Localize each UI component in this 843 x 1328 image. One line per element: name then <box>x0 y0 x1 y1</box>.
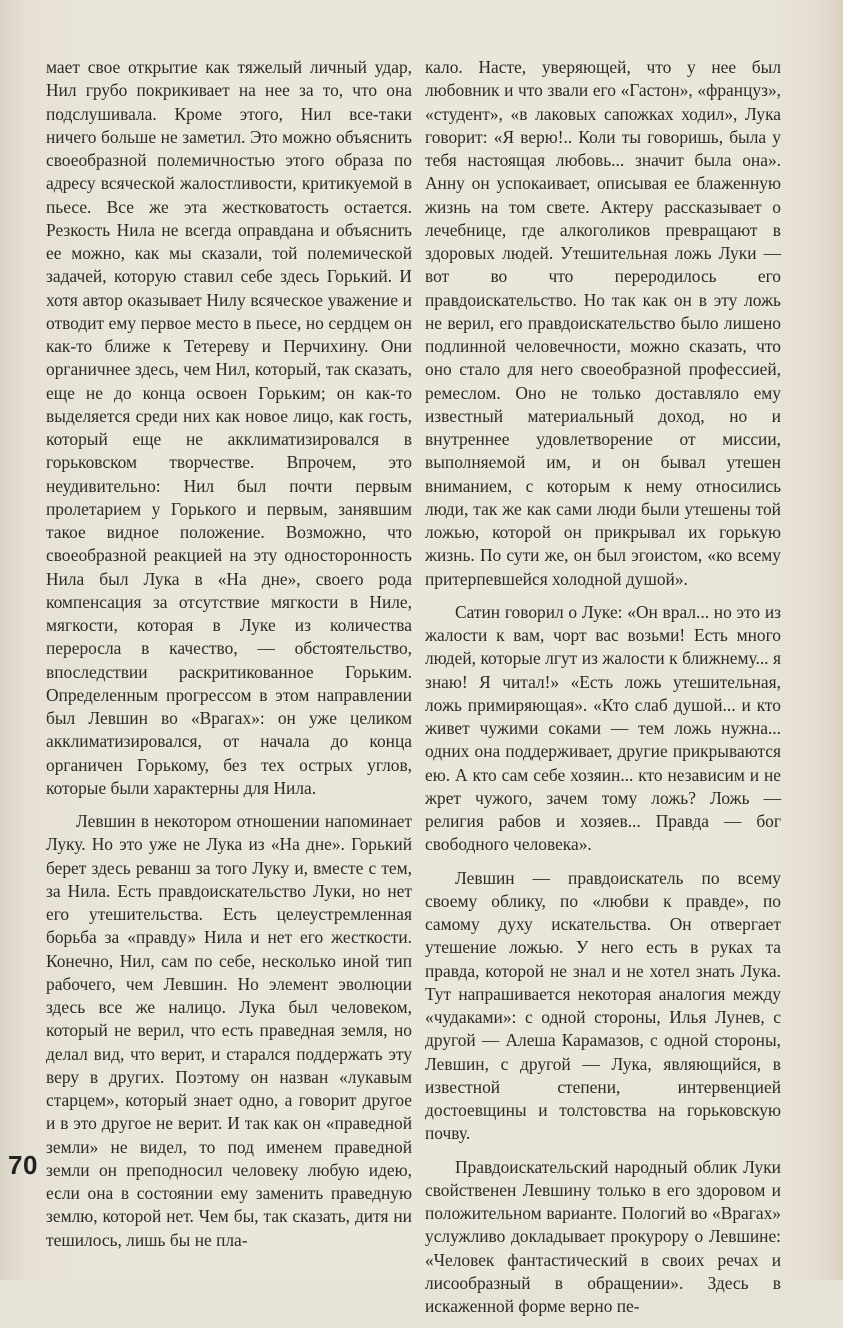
paragraph-left-1: мает свое открытие как тяжелый личный удар, Нил грубо покрикивает на нее за то, что она подслушивала. Кроме этого, Нил все-таки ничего больше не заметил. Это можно объяснить своеобразной полемичностью этого образа по адресу всяческой жалостливости, критикуемой в пьесе. Все же эта жестковатость остается. Резкость Нила не всегда оправдана и объяснить ее можно, как мы сказали, той полемической задачей, которую ставил себе здесь Горький. И хотя автор оказывает Нилу всяческое уважение и отводит ему первое место в пьесе, но сердцем он как-то ближе к Тетереву и Перчихину. Они органичнее здесь, чем Нил, который, так сказать, еще не до конца освоен Горьким; он как-то выделяется среди них как новое лицо, как гость, который еще не акклиматизировался в горьковском творчестве. Впрочем, это неудивительно: Нил был почти первым пролетарием у Горького и первым, занявшим такое видное положение. Возможно, что своеобразной реакцией на эту односторонность Нила был Лука в «На дне», своего рода компенсация за отсутствие мягкости в Ниле, мягкости, которая в Луке из количества переросла в качество, — обстоятельство, впоследствии раскритикованное Горьким. Определенным прогрессом в этом направлении был Левшин во «Врагах»: он уже целиком акклиматизировался, от начала до конца органичен Горькому, без тех острых углов, которые были характерны для Нила. <box>46 57 412 798</box>
right-column <box>425 56 781 1328</box>
paragraph-right-4: Правдоискательский народный облик Луки свойственен Левшину только в его здоровом и положительном варианте. Пологий во «Врагах» услужливо докладывает прокурору о Левшине: «Человек фантастический в своих речах и лисообразный в обращении». Здесь в искаженной форме верно пе- <box>425 1156 781 1316</box>
paragraph-right-3: Левшин — правдоискатель по всему своему облику, по «любви к правде», по самому духу искательства. Он отвергает утешение ложью. У него есть в руках та правда, которой не знал и не хотел знать Лука. Тут напрашивается некоторая аналогия между «чудаками»: с одной стороны, Илья Лунев, с другой — Алеша Карамазов, с одной стороны, Левшин, с другой — Лука, являющийся, в известной степени, интервенцией достоевщины и толстовства на горьковскую почву. <box>425 867 781 1144</box>
paragraph-left-2: Левшин в некотором отношении напоминает Луку. Но это уже не Лука из «На дне». Горький берет здесь реванш за того Луку и, вместе с тем, за Нила. Есть правдоискательство Луки, но нет его утешительства. Есть целеустремленная борьба за «правду» Нила и нет его жесткости. Конечно, Нил, сам по себе, несколько иной тип рабочего, чем Левшин. Но элемент эволюции здесь все же налицо. Лука был человеком, который не верил, что есть праведная земля, но делал вид, что верит, и старался поддержать эту веру в других. Поэтому он назван «лукавым старцем», который знает одно, а говорит другое и в это другое не верит. И так как он «праведной земли» не видел, то под именем праведной земли он преподносил человеку любую идею, если она в состоянии ему заменить праведную землю, которой нет. Чем бы, так сказать, дитя ни тешилось, лишь бы не пла- <box>46 811 412 1250</box>
left-column <box>46 56 412 1262</box>
page-number: 70 <box>8 1150 38 1180</box>
paragraph-right-1: кало. Насте, уверяющей, что у нее был любовник и что звали его «Гастон», «француз», «студент», «в лаковых сапожках ходил», Лука говорит: «Я верю!.. Коли ты говоришь, была у тебя настоящая любовь... значит была она». Анну он успокаивает, описывая ее блаженную жизнь на том свете. Актеру рассказывает о лечебнице, где алкоголиков превращают в здоровых людей. Утешительная ложь Луки — вот во что переродилось его правдоискательство. Но так как он в эту ложь не верил, его правдоискательство было лишено подлинной человечности, можно сказать, что оно стало для него своеобразной профессией, ремеслом. Оно не только доставляло ему известный материальный доход, но и внутреннее удовлетворение от миссии, выполняемой им, и он бывал утешен вниманием, с которым к нему относились люди, так же как сами люди были утешены той ложью, которой он прикрывал их горькую жизнь. По сути же, он был эгоистом, «ко всему притерпевшейся холодной душой». <box>425 57 781 589</box>
paragraph-right-2: Сатин говорил о Луке: «Он врал... но это из жалости к вам, чорт вас возьми! Есть много людей, которые лгут из жалости к ближнему... я знаю! Я читал!» «Есть ложь утешительная, ложь примиряющая». «Кто слаб душой... и кто живет чужими соками — тем ложь нужна... одних она поддерживает, другие прикрываются ею. А кто сам себе хозяин... кто независим и не жрет чужого, зачем тому ложь? Ложь — религия рабов и хозяев... Правда — бог свободного человека». <box>425 601 781 855</box>
